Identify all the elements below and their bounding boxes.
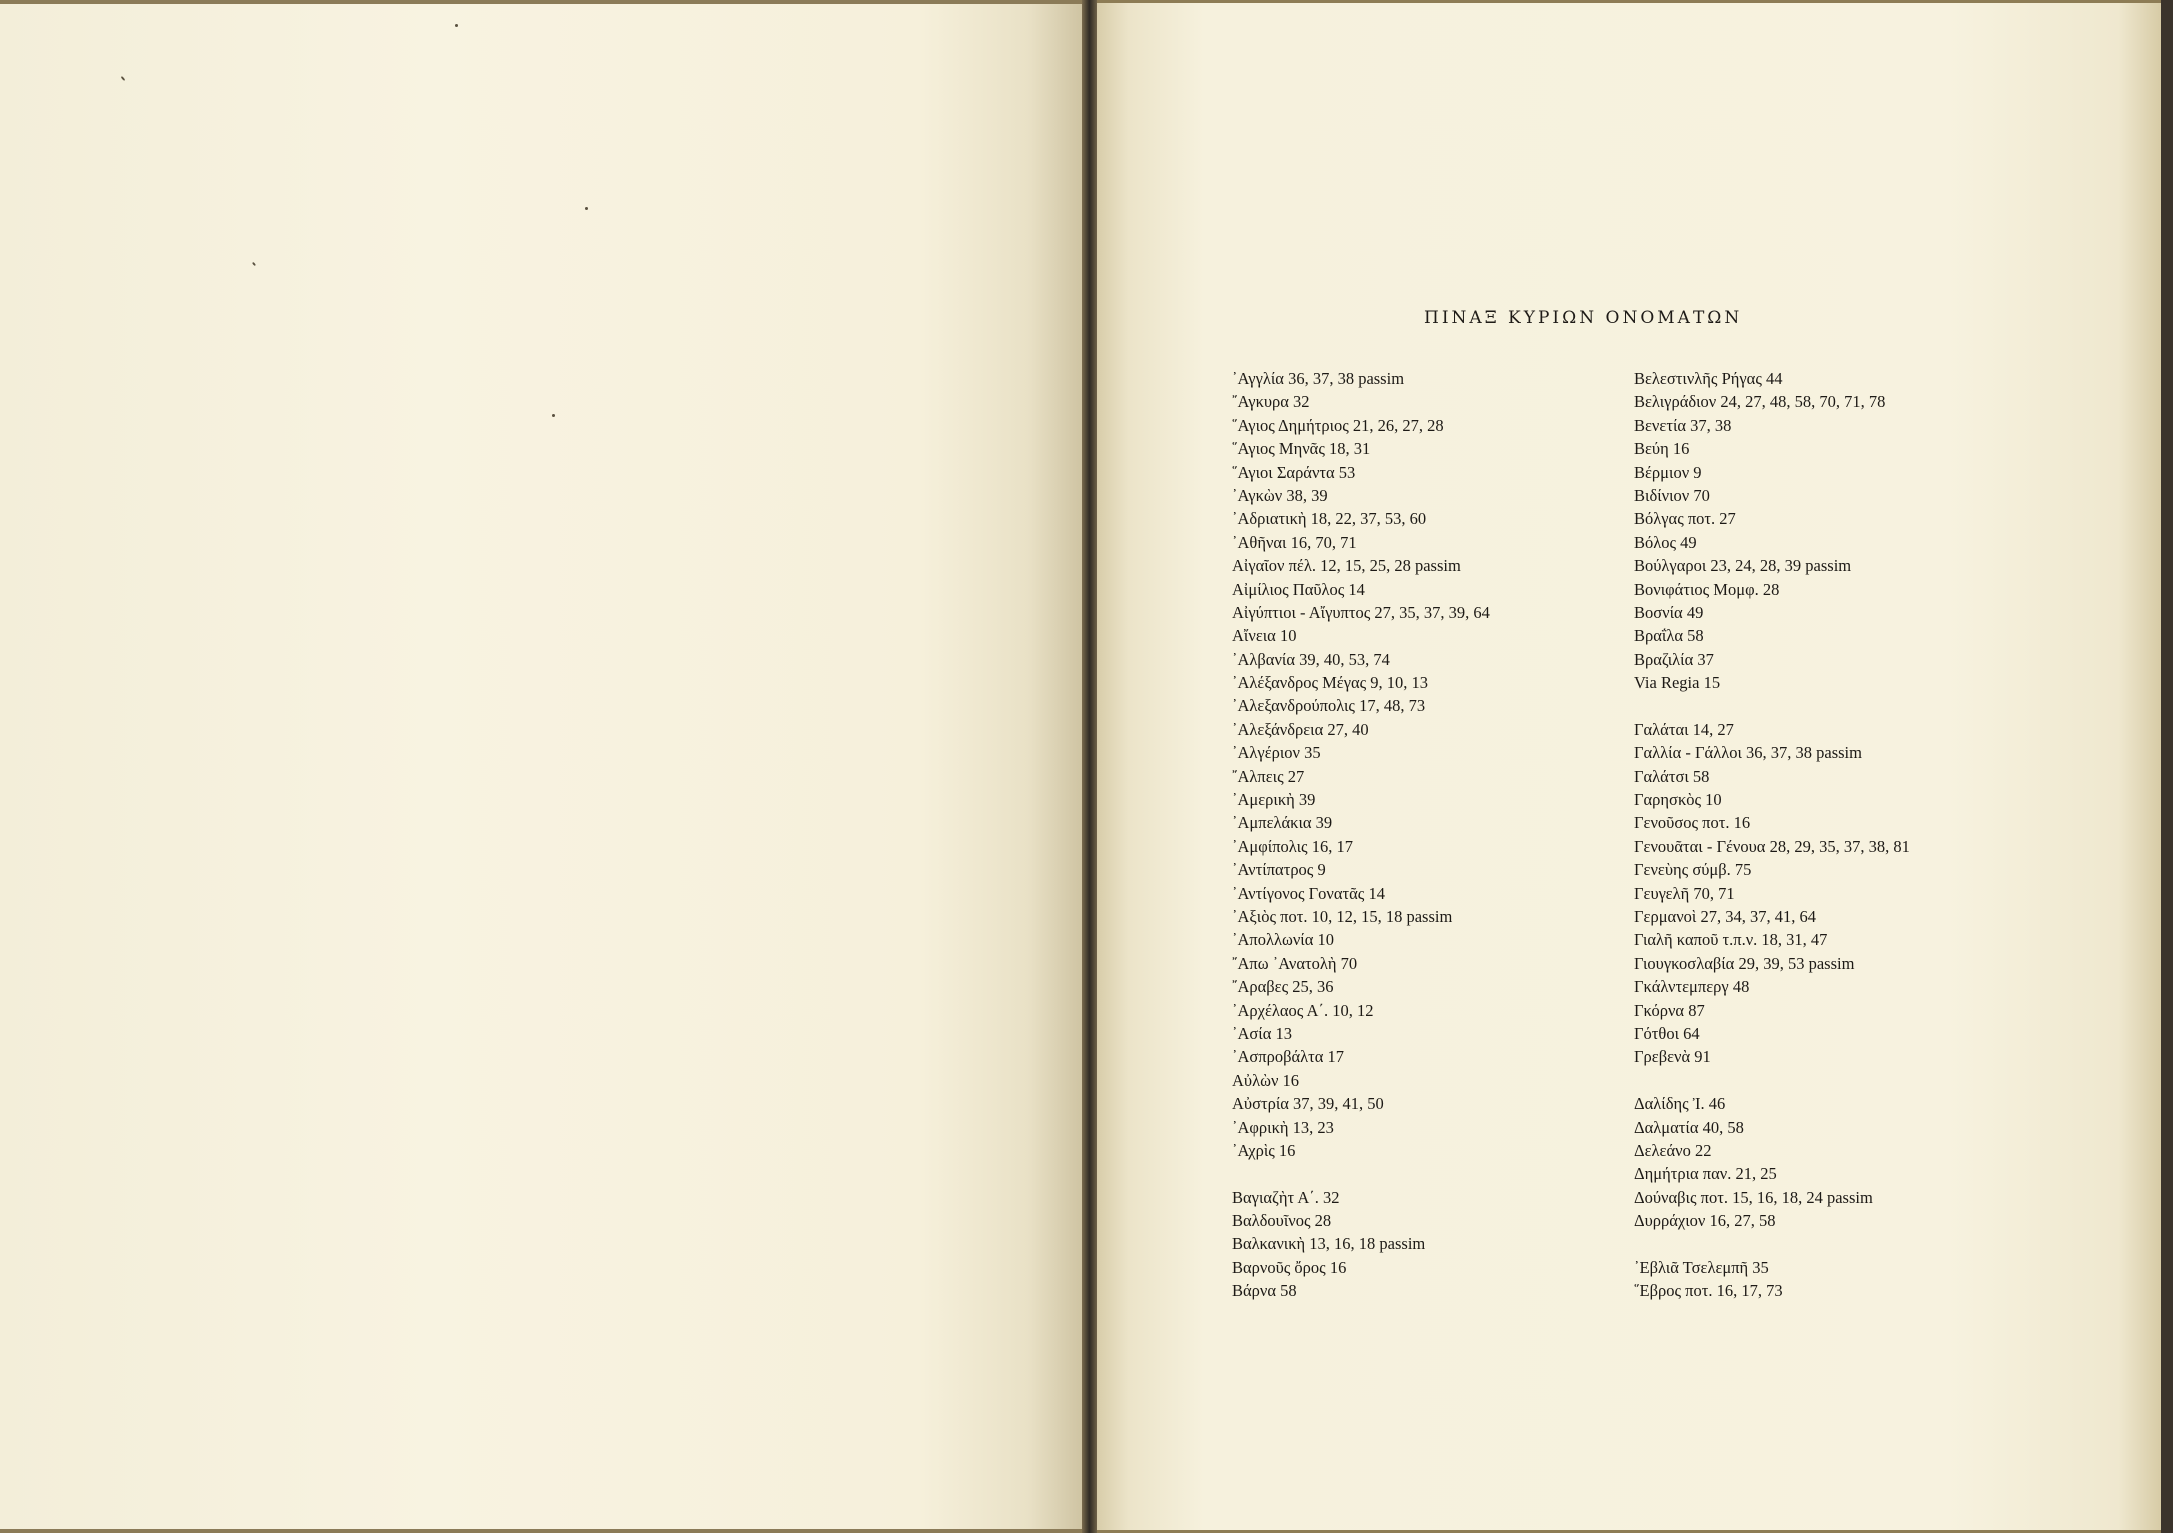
group-spacer xyxy=(1634,1069,2014,1092)
index-entry: Γερμανοὶ 27, 34, 37, 41, 64 xyxy=(1634,906,1816,926)
index-entry: Γενοῦσος ποτ. 16 xyxy=(1634,813,1751,833)
index-entry: Βαλδουῖνος 28 xyxy=(1232,1211,1332,1231)
index-entry: Γιαλῆ καποῦ τ.π.ν. 18, 31, 47 xyxy=(1634,930,1828,950)
paper-speck xyxy=(552,414,555,417)
paper-speck xyxy=(121,76,126,81)
index-entry: ᾿Αμφίπολις 16, 17 xyxy=(1232,836,1353,856)
index-entry: Δημήτρια παν. 21, 25 xyxy=(1634,1164,1777,1184)
book-gutter xyxy=(1082,0,1097,1533)
index-entry: Γαλλία - Γάλλοι 36, 37, 38 passim xyxy=(1634,743,1862,763)
left-page-blank xyxy=(0,0,1082,1533)
index-entry: Βενετία 37, 38 xyxy=(1634,415,1732,435)
index-entry: Γκόρνα 87 xyxy=(1634,1000,1705,1020)
index-entry: ᾿Αγγλία 36, 37, 38 passim xyxy=(1232,369,1405,388)
index-entry: Βαρνοῦς ὄρος 16 xyxy=(1232,1257,1347,1277)
index-entry: ῎Αραβες 25, 36 xyxy=(1232,977,1334,997)
index-entry: ᾿Ασπροβάλτα 17 xyxy=(1232,1047,1345,1067)
index-entry: Γιουγκοσλαβία 29, 39, 53 passim xyxy=(1634,953,1855,973)
index-entry: ῎Απω ᾿Ανατολὴ 70 xyxy=(1232,953,1358,973)
index-entry: Δαλίδης Ἰ. 46 xyxy=(1634,1094,1726,1114)
page-title: ΠΙΝΑΞ ΚΥΡΙΩΝ ΟΝΟΜΑΤΩΝ xyxy=(1424,308,1743,328)
index-entry: Δαλματία 40, 58 xyxy=(1634,1117,1744,1137)
index-entry: ᾿Αλγέριον 35 xyxy=(1232,743,1321,763)
index-group xyxy=(1634,367,2014,694)
index-entry: ᾿Αλεξανδρούπολις 17, 48, 73 xyxy=(1232,696,1426,716)
index-entry: Γαλάτσι 58 xyxy=(1634,766,1710,786)
index-entry: Βόλος 49 xyxy=(1634,532,1697,552)
index-entry: Δυρράχιον 16, 27, 58 xyxy=(1634,1211,1776,1231)
group-spacer xyxy=(1634,1232,2014,1255)
index-entry: ᾿Αθῆναι 16, 70, 71 xyxy=(1232,532,1357,552)
index-entry: ῞Αγιος Δημήτριος 21, 26, 27, 28 xyxy=(1232,415,1444,435)
group-spacer xyxy=(1232,1162,1612,1185)
index-entry: ᾿Αδριατικὴ 18, 22, 37, 53, 60 xyxy=(1232,509,1427,529)
index-entry: ᾿Αλέξανδρος Μέγας 9, 10, 13 xyxy=(1232,673,1429,693)
index-entry: Βονιφάτιος Μομφ. 28 xyxy=(1634,579,1780,599)
index-entry: ᾿Αμπελάκια 39 xyxy=(1232,813,1333,833)
index-entry: Αἰμίλιος Παῦλος 14 xyxy=(1232,579,1365,599)
index-entry: ᾿Αγκὼν 38, 39 xyxy=(1232,485,1328,505)
index-entry: Via Regia 15 xyxy=(1634,673,1721,693)
index-group xyxy=(1634,718,2014,1069)
paper-speck xyxy=(252,262,256,266)
index-entry: ῞Εβρος ποτ. 16, 17, 73 xyxy=(1634,1281,1783,1301)
index-entry: Βόλγας ποτ. 27 xyxy=(1634,509,1736,529)
index-entry: ῎Αγκυρα 32 xyxy=(1232,392,1310,412)
index-entry: Βούλγαροι 23, 24, 28, 39 passim xyxy=(1634,556,1852,576)
index-entry: ᾿Απολλωνία 10 xyxy=(1232,930,1335,950)
index-entry: ᾿Εβλιᾶ Τσελεμπῆ 35 xyxy=(1634,1257,1769,1277)
index-entry: ᾿Ασία 13 xyxy=(1232,1023,1293,1043)
index-entry: Βαγιαζὴτ Α΄. 32 xyxy=(1232,1187,1340,1207)
index-entry: Αὐλὼν 16 xyxy=(1232,1070,1300,1090)
index-entry: ᾿Αμερικὴ 39 xyxy=(1232,790,1316,810)
index-entry: ᾿Αφρικὴ 13, 23 xyxy=(1232,1117,1334,1137)
index-entry: Αἰγαῖον πέλ. 12, 15, 25, 28 passim xyxy=(1232,556,1461,576)
paper-speck xyxy=(585,207,588,210)
index-entry: ῞Αγιος Μηνᾶς 18, 31 xyxy=(1232,439,1371,459)
index-entry: Γαλάται 14, 27 xyxy=(1634,719,1734,739)
index-column-right xyxy=(1634,367,2014,1303)
index-entry: Βελιγράδιον 24, 27, 48, 58, 70, 71, 78 xyxy=(1634,392,1886,412)
index-column-left xyxy=(1232,367,1612,1303)
index-entry: ᾿Αξιὸς ποτ. 10, 12, 15, 18 passim xyxy=(1232,906,1453,926)
index-entry: ᾿Αλεξάνδρεια 27, 40 xyxy=(1232,719,1369,739)
index-entry: Βάρνα 58 xyxy=(1232,1281,1297,1301)
paper-speck xyxy=(455,24,458,27)
index-entry: ᾿Αντίγονος Γονατᾶς 14 xyxy=(1232,883,1385,903)
index-entry: Βέρμιον 9 xyxy=(1634,462,1702,482)
index-entry: Γενουᾶται - Γένουα 28, 29, 35, 37, 38, 81 xyxy=(1634,836,1910,856)
index-entry: Δούναβις ποτ. 15, 16, 18, 24 passim xyxy=(1634,1187,1873,1207)
index-entry: Γευγελῆ 70, 71 xyxy=(1634,883,1735,903)
index-entry: Γενεὺης σύμβ. 75 xyxy=(1634,860,1752,880)
index-entry: Βεύη 16 xyxy=(1634,439,1690,459)
index-group xyxy=(1232,367,1612,1162)
index-entry: Αὐστρία 37, 39, 41, 50 xyxy=(1232,1094,1384,1114)
index-entry: Βελεστινλῆς Ρήγας 44 xyxy=(1634,369,1783,388)
index-entry: Αἴνεια 10 xyxy=(1232,626,1297,646)
index-entry: ᾿Αχρὶς 16 xyxy=(1232,1140,1296,1160)
index-entry: Βραΐλα 58 xyxy=(1634,626,1704,646)
index-entry: ῞Αγιοι Σαράντα 53 xyxy=(1232,462,1356,482)
index-entry: Βραζιλία 37 xyxy=(1634,649,1714,669)
index-entry: ᾿Αντίπατρος 9 xyxy=(1232,860,1326,880)
index-entry: Γαρησκὸς 10 xyxy=(1634,790,1722,810)
index-entry: Γότθοι 64 xyxy=(1634,1023,1700,1043)
index-entry: ᾿Αλβανία 39, 40, 53, 74 xyxy=(1232,649,1390,669)
index-entry: Βοσνία 49 xyxy=(1634,602,1704,622)
index-entry: ῎Αλπεις 27 xyxy=(1232,766,1305,786)
index-entry: Γκάλντεμπεργ 48 xyxy=(1634,977,1750,997)
index-entry: Δελεάνο 22 xyxy=(1634,1140,1712,1160)
index-entry: Αἰγύπτιοι - Αἴγυπτος 27, 35, 37, 39, 64 xyxy=(1232,602,1490,622)
index-entry: Βαλκανικὴ 13, 16, 18 passim xyxy=(1232,1234,1426,1254)
index-group xyxy=(1634,1092,2014,1232)
index-group xyxy=(1634,1256,2014,1303)
index-entry: Βιδίνιον 70 xyxy=(1634,485,1710,505)
index-group xyxy=(1232,1186,1612,1303)
index-entry: ᾿Αρχέλαος Α΄. 10, 12 xyxy=(1232,1000,1374,1020)
group-spacer xyxy=(1634,694,2014,717)
index-entry: Γρεβενὰ 91 xyxy=(1634,1047,1711,1067)
